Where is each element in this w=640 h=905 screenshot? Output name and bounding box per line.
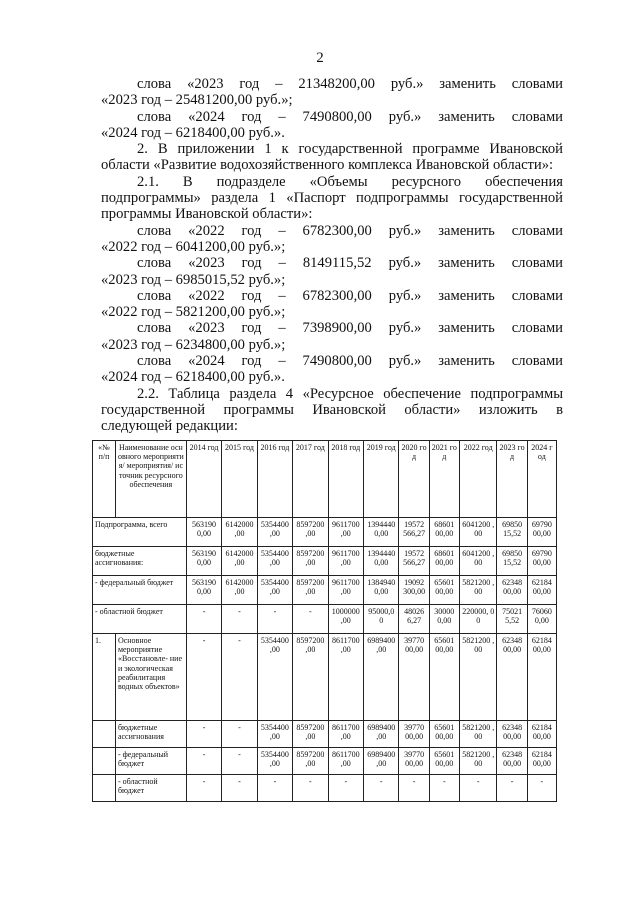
value-cell: 65601 00,00 (429, 634, 459, 721)
value-cell: 62184 00,00 (527, 721, 556, 748)
value-cell: - (186, 721, 221, 748)
row-number-cell (93, 721, 116, 748)
value-cell: - (459, 775, 497, 802)
value-cell: 39770 00,00 (399, 721, 429, 748)
value-cell: 1394440 0,00 (364, 518, 399, 547)
page-number: 2 (316, 50, 324, 66)
paragraph-line: «2023 год – 25481200,00 руб.»; (101, 92, 293, 109)
document-body (101, 76, 563, 435)
column-header: 2021 год (429, 441, 459, 518)
row-number-cell (93, 775, 116, 802)
table-row (93, 547, 557, 576)
value-cell: 6989400 ,00 (364, 634, 399, 721)
value-cell: 9611700 ,00 (328, 547, 363, 576)
value-cell: - (222, 605, 257, 634)
value-cell: 95000,0 0 (364, 605, 399, 634)
row-number-cell: 1. (93, 634, 116, 721)
value-cell: 6041200 ,00 (459, 518, 497, 547)
paragraph-line: 2.1. В подразделе «Объемы ресурсного обеспечения (137, 173, 563, 190)
value-cell: - (293, 775, 328, 802)
paragraph-line: «2022 год – 6041200,00 руб.»; (101, 238, 286, 255)
value-cell: 62184 00,00 (527, 748, 556, 775)
paragraph-line: области «Развитие водохозяйственного комплекса Ивановской области»: (101, 157, 554, 174)
row-name-cell: Подпрограмма, всего (93, 518, 187, 547)
row-name-cell: - областной бюджет (115, 775, 186, 802)
value-cell: 65601 00,00 (429, 576, 459, 605)
value-cell: 6989400 ,00 (364, 748, 399, 775)
paragraph-line: слова «2023 год – 7398900,00 руб.» заменить словами (137, 320, 563, 337)
value-cell: 8597200 ,00 (293, 748, 328, 775)
table-row (93, 634, 557, 721)
value-cell: 6989400 ,00 (364, 721, 399, 748)
paragraph-line: слова «2022 год – 6782300,00 руб.» заменить словами (137, 287, 563, 304)
paragraph-line: 2.2. Таблица раздела 4 «Ресурсное обеспечение подпрограммы (137, 385, 563, 402)
value-cell: 75021 5,52 (497, 605, 527, 634)
paragraph-line: слова «2023 год – 21348200,00 руб.» заменить словами (137, 76, 563, 92)
value-cell: - (186, 634, 221, 721)
value-cell: 5821200 ,00 (459, 748, 497, 775)
value-cell: 6041200 ,00 (459, 547, 497, 576)
value-cell: 6142000 ,00 (222, 547, 257, 576)
value-cell: 76060 0,00 (527, 605, 556, 634)
value-cell: 9611700 ,00 (328, 518, 363, 547)
table-row (93, 721, 557, 748)
value-cell: - (222, 721, 257, 748)
column-header: 2019 год (364, 441, 399, 518)
value-cell: 5821200 ,00 (459, 721, 497, 748)
column-header: 2020 год (399, 441, 429, 518)
value-cell: - (222, 634, 257, 721)
value-cell: 8611700 ,00 (328, 721, 363, 748)
value-cell: - (364, 775, 399, 802)
row-name-cell: - федеральный бюджет (115, 748, 186, 775)
value-cell: 563190 0,00 (186, 576, 221, 605)
value-cell: 62348 00,00 (497, 748, 527, 775)
value-cell: 8597200 ,00 (293, 576, 328, 605)
table-row (93, 605, 557, 634)
column-header: 2014 год (186, 441, 221, 518)
value-cell: 30000 0,00 (429, 605, 459, 634)
table-row (93, 748, 557, 775)
value-cell: 1384940 0,00 (364, 576, 399, 605)
value-cell: 62348 00,00 (497, 634, 527, 721)
table-row (93, 518, 557, 547)
value-cell: 8597200 ,00 (293, 547, 328, 576)
value-cell: 1394440 0,00 (364, 547, 399, 576)
paragraph-line: «2024 год – 6218400,00 руб.». (101, 124, 285, 141)
value-cell: 65601 00,00 (429, 748, 459, 775)
paragraph-line: «2022 год – 5821200,00 руб.»; (101, 304, 286, 321)
value-cell: 8597200 ,00 (293, 634, 328, 721)
row-name-cell: - федеральный бюджет (93, 576, 187, 605)
value-cell: - (429, 775, 459, 802)
paragraph-line: программы Ивановской области»: (101, 206, 313, 223)
column-header: 2023 год (497, 441, 527, 518)
value-cell: 19572 566,27 (399, 518, 429, 547)
value-cell: 9611700 ,00 (328, 576, 363, 605)
value-cell: 5821200 ,00 (459, 634, 497, 721)
value-cell: 68601 00,00 (429, 518, 459, 547)
paragraph-line: следующей редакции: (101, 418, 238, 435)
paragraph-line: подпрограммы» раздела 1 «Паспорт подпрограммы государственной (101, 190, 563, 207)
value-cell: 5354400 ,00 (257, 748, 292, 775)
paragraph-line: слова «2023 год – 8149115,52 руб.» заменить словами (137, 255, 563, 272)
row-number-cell (93, 748, 116, 775)
value-cell: 5354400 ,00 (257, 721, 292, 748)
resource-table (92, 440, 557, 802)
value-cell: 68601 00,00 (429, 547, 459, 576)
value-cell: - (186, 748, 221, 775)
value-cell: 69790 00,00 (527, 518, 556, 547)
value-cell: 5354400 ,00 (257, 547, 292, 576)
value-cell: 8597200 ,00 (293, 518, 328, 547)
value-cell: 5354400 ,00 (257, 518, 292, 547)
value-cell: 62348 00,00 (497, 721, 527, 748)
value-cell: 65601 00,00 (429, 721, 459, 748)
paragraph-line: «2023 год – 6234800,00 руб.»; (101, 336, 286, 353)
value-cell: 8611700 ,00 (328, 748, 363, 775)
value-cell: 39770 00,00 (399, 634, 429, 721)
column-header: «№ п/п (93, 441, 116, 518)
value-cell: 69790 00,00 (527, 547, 556, 576)
value-cell: - (222, 748, 257, 775)
column-header: 2016 год (257, 441, 292, 518)
value-cell: - (497, 775, 527, 802)
paragraph-line: «2023 год – 6985015,52 руб.»; (101, 271, 286, 288)
value-cell: 62184 00,00 (527, 576, 556, 605)
paragraph-line: государственной программы Ивановской области» изложить в (101, 401, 563, 418)
column-header: 2024 год (527, 441, 556, 518)
value-cell: 6142000 ,00 (222, 518, 257, 547)
value-cell: - (186, 775, 221, 802)
value-cell: 8597200 ,00 (293, 721, 328, 748)
row-name-cell: бюджетные ассигнования: (93, 547, 187, 576)
table-row (93, 775, 557, 802)
value-cell: 563190 0,00 (186, 547, 221, 576)
paragraph-line: «2024 год – 6218400,00 руб.». (101, 369, 285, 386)
paragraph-line: слова «2022 год – 6782300,00 руб.» заменить словами (137, 222, 563, 239)
column-header: 2017 год (293, 441, 328, 518)
value-cell: - (257, 605, 292, 634)
value-cell: 19572 566,27 (399, 547, 429, 576)
column-header: Наименование основного мероприятия/ мероприятия/ источник ресурсного обеспечения (115, 441, 186, 518)
value-cell: - (293, 605, 328, 634)
value-cell: 5821200 ,00 (459, 576, 497, 605)
value-cell: 1000000 ,00 (328, 605, 363, 634)
paragraph-line: слова «2024 год – 7490800,00 руб.» заменить словами (137, 108, 563, 125)
value-cell: 48026 6,27 (399, 605, 429, 634)
row-name-cell: Основное мероприятие «Восстановле- ние и экологическая реабилитация водных объектов» (115, 634, 186, 721)
value-cell: 39770 00,00 (399, 748, 429, 775)
value-cell: 220000, 00 (459, 605, 497, 634)
value-cell: - (222, 775, 257, 802)
value-cell: 5354400 ,00 (257, 634, 292, 721)
paragraph-line: слова «2024 год – 7490800,00 руб.» заменить словами (137, 353, 563, 370)
value-cell: - (257, 775, 292, 802)
value-cell: 62184 00,00 (527, 634, 556, 721)
value-cell: 69850 15,52 (497, 547, 527, 576)
value-cell: - (527, 775, 556, 802)
value-cell: 563190 0,00 (186, 518, 221, 547)
table-row (93, 576, 557, 605)
value-cell: 6142000 ,00 (222, 576, 257, 605)
row-name-cell: бюджетные ассигнования (115, 721, 186, 748)
value-cell: 62348 00,00 (497, 576, 527, 605)
column-header: 2022 год (459, 441, 497, 518)
value-cell: 69850 15,52 (497, 518, 527, 547)
value-cell: - (186, 605, 221, 634)
column-header: 2015 год (222, 441, 257, 518)
column-header: 2018 год (328, 441, 363, 518)
paragraph-line: 2. В приложении 1 к государственной программе Ивановской (137, 141, 563, 158)
value-cell: 19092 300,00 (399, 576, 429, 605)
table-header-row (93, 441, 557, 518)
value-cell: 5354400 ,00 (257, 576, 292, 605)
value-cell: - (399, 775, 429, 802)
value-cell: - (328, 775, 363, 802)
row-name-cell: - областной бюджет (93, 605, 187, 634)
value-cell: 8611700 ,00 (328, 634, 363, 721)
